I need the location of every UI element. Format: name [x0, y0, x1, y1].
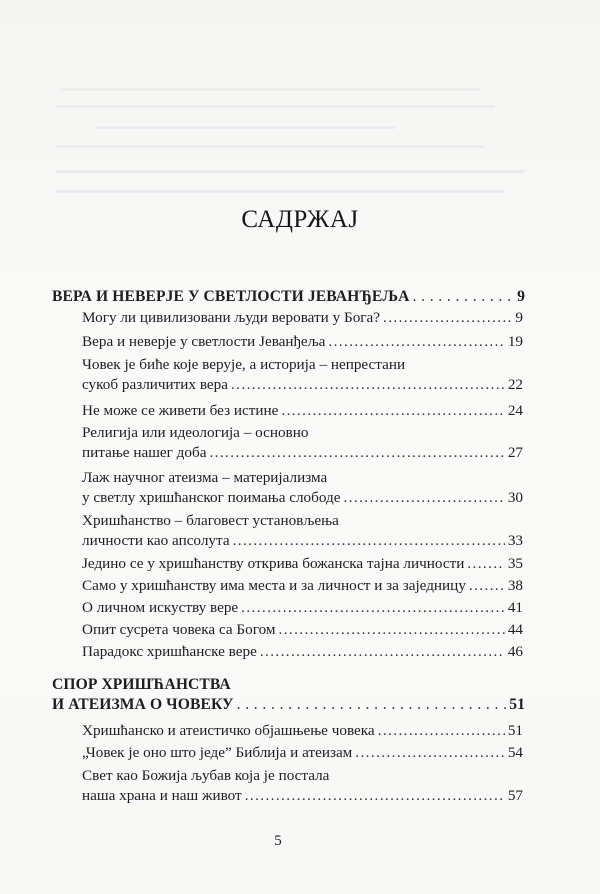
toc-entry-text: Хришћанско и атеистичко објашњење човека: [82, 722, 375, 739]
leader-dots: [279, 620, 505, 640]
show-through-line: [60, 88, 480, 91]
toc-entry-text: личности као апсолута: [82, 531, 230, 549]
leader-dots: [328, 332, 504, 352]
toc-entry-text: О личном искуству вере: [82, 599, 239, 616]
toc-entry-text: Лаж научног атеизма – материјализма: [82, 469, 328, 486]
toc-page-number: 27: [507, 443, 523, 461]
toc-entry[interactable]: [82, 576, 523, 596]
show-through-line: [55, 190, 505, 193]
toc-section-heading[interactable]: [52, 675, 525, 714]
toc-entry[interactable]: [82, 332, 523, 352]
toc-entry-text: наша храна и наш живот: [82, 786, 242, 804]
leader-dots: [237, 695, 507, 715]
toc-page-number: 24: [507, 402, 523, 419]
leader-dots: [231, 375, 505, 395]
toc-entry[interactable]: [82, 721, 523, 741]
toc-page-number: 33: [507, 531, 523, 549]
leader-dots: [245, 786, 505, 806]
toc-page-number: 51: [507, 722, 523, 739]
toc-entry-text: Не може се живети без истине: [82, 402, 279, 419]
toc-entry[interactable]: [82, 598, 523, 618]
toc-page-number: 9: [515, 309, 523, 326]
toc-entry[interactable]: [82, 743, 523, 763]
toc-entry[interactable]: [82, 642, 523, 662]
toc-entry-text: Религија или идеологија – основно: [82, 424, 309, 441]
leader-dots: [209, 443, 504, 463]
toc-section-heading[interactable]: [52, 287, 525, 307]
show-through-line: [55, 105, 495, 108]
toc-entry-text: Парадокс хришћанске вере: [82, 643, 257, 660]
toc-entry-text: Свет као Божија љубав која је постала: [82, 767, 330, 784]
toc-page-number: 9: [517, 288, 525, 305]
toc-entry[interactable]: [82, 308, 523, 328]
toc-entry[interactable]: [82, 355, 523, 394]
toc-entry-text: Једино се у хришћанству открива божанска тајна личности: [82, 555, 465, 572]
toc-page-number: 41: [507, 599, 523, 616]
leader-dots: [241, 598, 505, 618]
toc-entry-text: Вера и неверје у светлости Јеванђеља: [82, 333, 326, 350]
toc-entry-text: Могу ли цивилизовани људи веровати у Бога?: [82, 309, 381, 326]
toc-entry[interactable]: [82, 620, 523, 640]
toc-heading-text: СПОР ХРИШЋАНСТВА: [52, 676, 231, 693]
toc-page-number: 51: [509, 695, 525, 713]
toc-entry-text: у светлу хришћанског поимања слободе: [82, 488, 341, 506]
toc-entry-text: „Човек је оно што једе” Библија и атеизам: [82, 744, 353, 761]
toc-page-number: 22: [507, 375, 523, 393]
toc-entry[interactable]: [82, 554, 523, 574]
leader-dots: [378, 721, 505, 741]
toc-page-number: 19: [507, 333, 523, 350]
toc-entry-text: питање нашег доба: [82, 443, 207, 461]
toc-entry-text: Опит сусрета човека са Богом: [82, 621, 276, 638]
toc-entry[interactable]: [82, 468, 523, 507]
leader-dots: [383, 308, 512, 328]
toc-heading-text: ВЕРА И НЕВЕРЈЕ У СВЕТЛОСТИ ЈЕВАНЂЕЉА: [52, 288, 410, 305]
page-number: 5: [274, 833, 282, 849]
toc-entry-text: Хришћанство – благовест установљења: [82, 512, 339, 529]
toc-entry[interactable]: [82, 766, 523, 805]
toc-page-number: 44: [507, 621, 523, 638]
show-through-line: [95, 126, 395, 129]
leader-dots: [260, 642, 505, 662]
toc-page-number: 38: [507, 577, 523, 594]
show-through-line: [55, 170, 525, 173]
leader-dots: [413, 287, 515, 307]
leader-dots: [281, 401, 504, 421]
toc-entry-text: Само у хришћанству има места и за личност и за заједницу: [82, 577, 466, 594]
toc-page-number: 30: [507, 488, 523, 506]
leader-dots: [233, 531, 505, 551]
toc-entry[interactable]: [82, 401, 523, 421]
toc-entry[interactable]: [82, 423, 523, 462]
toc-page-number: 57: [507, 786, 523, 804]
toc-page-number: 35: [507, 555, 523, 572]
toc-page-number: 54: [507, 744, 523, 761]
toc-page-number: 46: [507, 643, 523, 660]
leader-dots: [344, 488, 505, 508]
toc-entry-text: Човек је биће које верује, а историја – непрестани: [82, 356, 406, 373]
toc-entry[interactable]: [82, 511, 523, 550]
toc-entry-text: сукоб различитих вера: [82, 375, 228, 393]
page-title: САДРЖАЈ: [241, 206, 359, 233]
leader-dots: [355, 743, 505, 763]
show-through-line: [55, 145, 485, 148]
leader-dots: [469, 576, 505, 596]
leader-dots: [467, 554, 504, 574]
toc-heading-text: И АТЕИЗМА О ЧОВЕКУ: [52, 695, 234, 713]
